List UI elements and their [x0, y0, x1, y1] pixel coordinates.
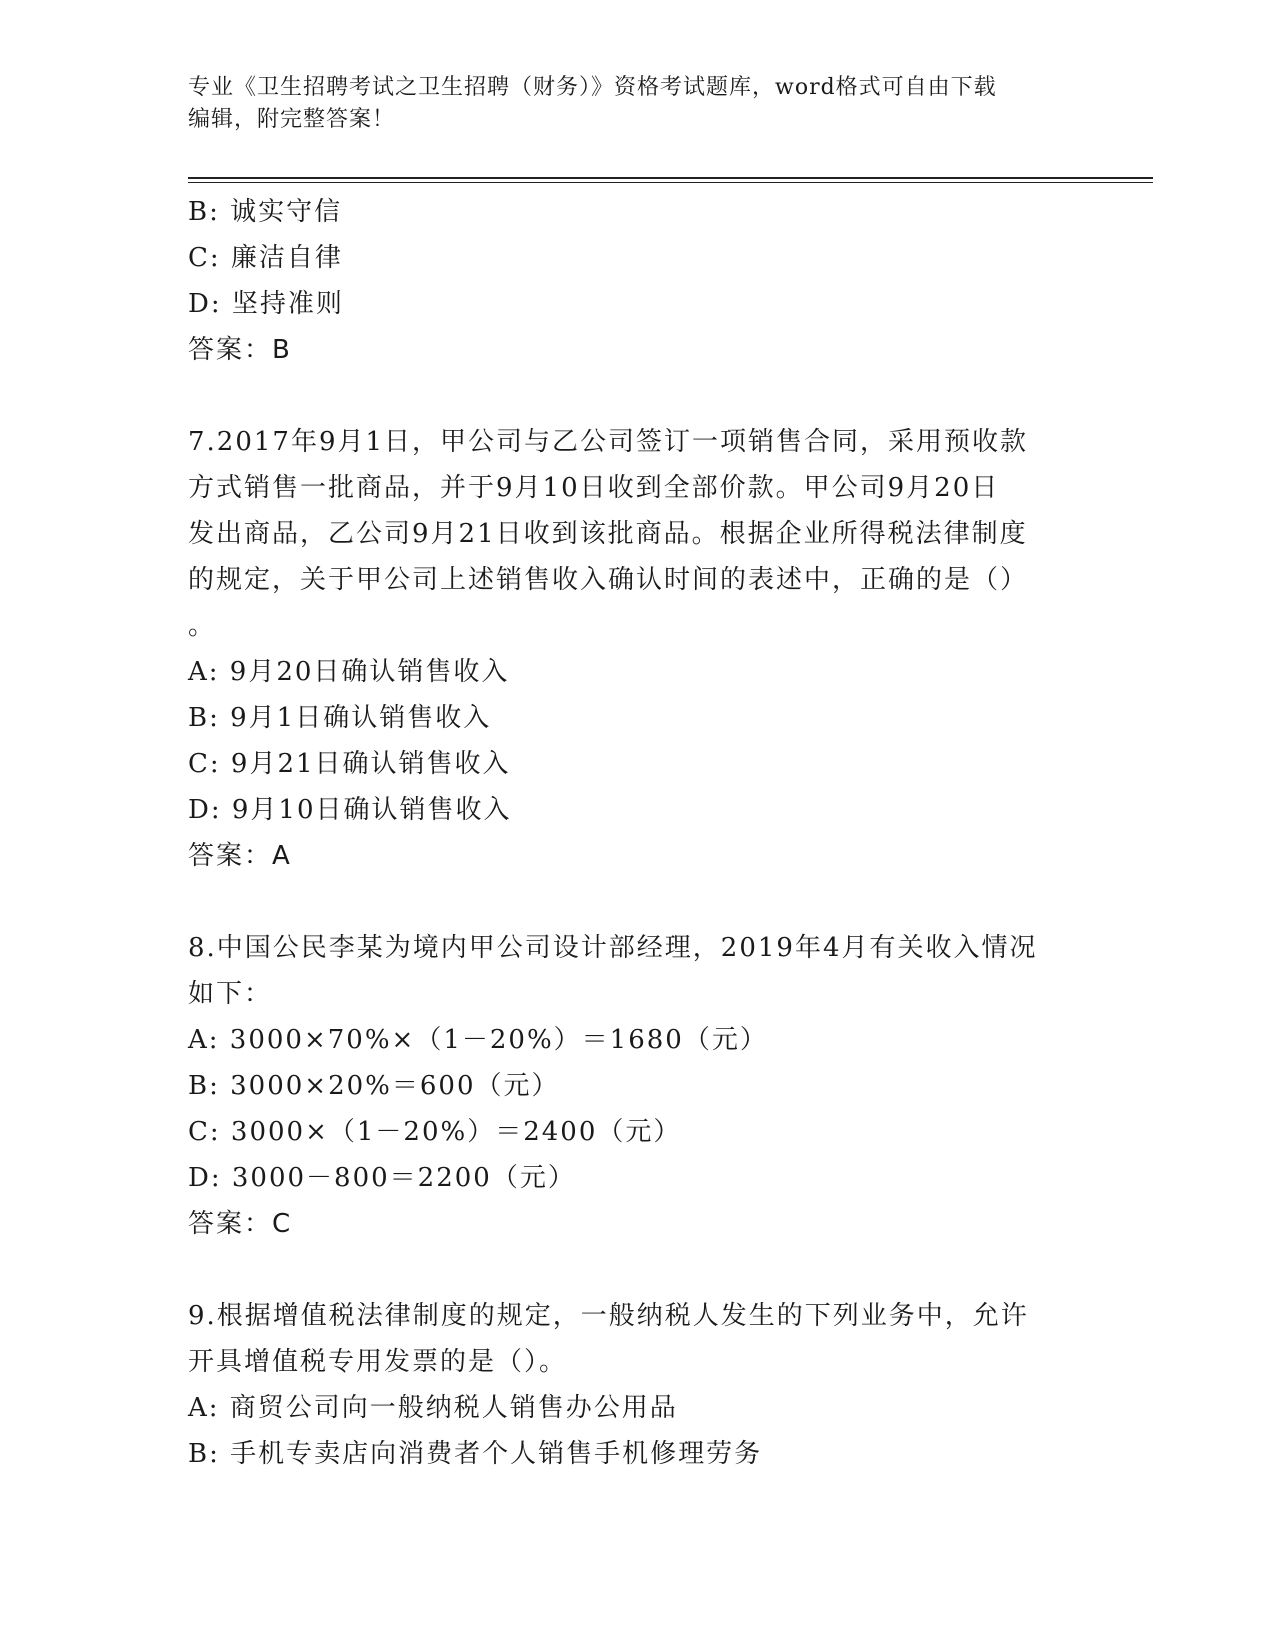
option-c: C: 廉洁自律 [188, 243, 343, 273]
option-b: B: 手机专卖店向消费者个人销售手机修理劳务 [188, 1439, 763, 1469]
answer: 答案：A [188, 841, 292, 871]
document-header [188, 72, 1088, 136]
option-a: A: 3000×70%×（1－20%）＝1680（元） [188, 1025, 768, 1055]
question-6 [188, 189, 1088, 373]
question-9 [188, 1293, 1088, 1477]
header-line-2: 编辑，附完整答案！ [188, 107, 396, 132]
option-b: B: 9月1日确认销售收入 [188, 703, 492, 733]
option-d: D: 3000－800＝2200（元） [188, 1163, 576, 1193]
option-c: C: 9月21日确认销售收入 [188, 749, 511, 779]
option-b: B: 诚实守信 [188, 197, 343, 227]
question-stem-line: 的规定，关于甲公司上述销售收入确认时间的表述中，正确的是（） [188, 565, 1029, 595]
answer: 答案：B [188, 335, 292, 365]
question-7 [188, 419, 1088, 879]
header-divider-thick [188, 177, 1153, 179]
spacer [188, 879, 1088, 925]
question-stem-line: 7.2017年9月1日，甲公司与乙公司签订一项销售合同，采用预收款 [188, 427, 1029, 457]
header-divider-thin [188, 182, 1153, 183]
question-stem-line: 8.中国公民李某为境内甲公司设计部经理，2019年4月有关收入情况 [188, 933, 1038, 963]
question-stem-line: 如下： [188, 979, 273, 1009]
option-a: A: 商贸公司向一般纳税人销售办公用品 [188, 1393, 678, 1423]
question-stem-line: 方式销售一批商品，并于9月10日收到全部价款。甲公司9月20日 [188, 473, 1000, 503]
spacer [188, 1247, 1088, 1293]
answer: 答案：C [188, 1209, 293, 1239]
question-stem-line: 发出商品，乙公司9月21日收到该批商品。根据企业所得税法律制度 [188, 519, 1028, 549]
spacer [188, 373, 1088, 419]
header-line-1: 专业《卫生招聘考试之卫生招聘（财务）》资格考试题库，word格式可自由下载 [188, 75, 997, 100]
question-stem-line: 9.根据增值税法律制度的规定，一般纳税人发生的下列业务中，允许 [188, 1301, 1029, 1331]
option-d: D: 坚持准则 [188, 289, 344, 319]
question-content [188, 189, 1088, 1477]
question-stem-line: 。 [188, 611, 217, 641]
question-stem-line: 开具增值税专用发票的是（）。 [188, 1347, 568, 1377]
option-b: B: 3000×20%＝600（元） [188, 1071, 560, 1101]
option-a: A: 9月20日确认销售收入 [188, 657, 510, 687]
question-8 [188, 925, 1088, 1247]
option-c: C: 3000×（1－20%）＝2400（元） [188, 1117, 682, 1147]
option-d: D: 9月10日确认销售收入 [188, 795, 512, 825]
